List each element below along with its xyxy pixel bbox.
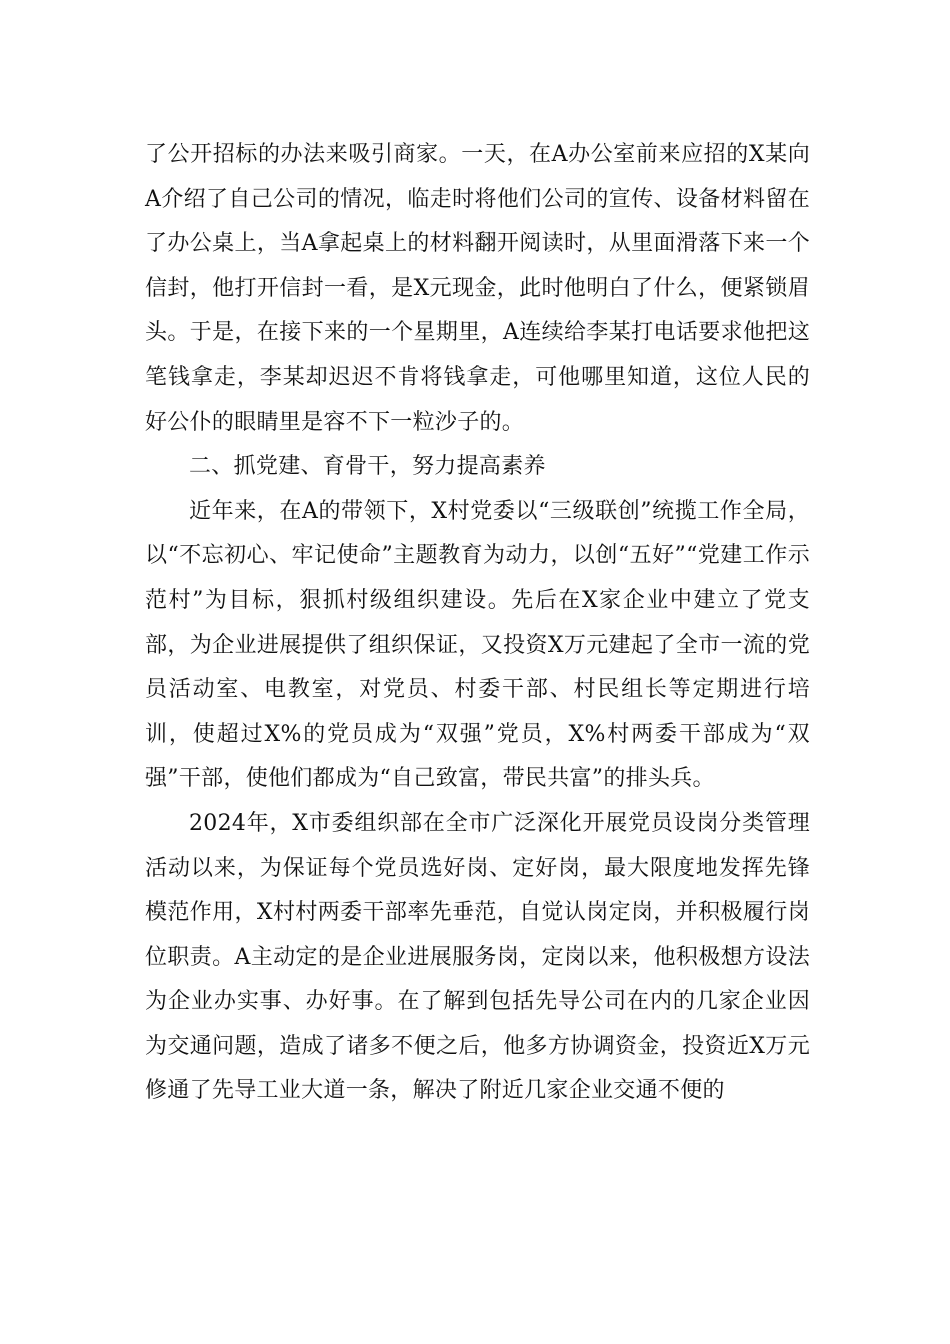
paragraph-continued: 了公开招标的办法来吸引商家。一天，在A办公室前来应招的X某向A介绍了自己公司的情况，临走时将他们公司的宣传、设备材料留在了办公桌上，当A拿起桌上的材料翻开阅读时，从里面滑落下来一个信封，他打开信封一看，是X元现金，此时他明白了什么，便紧锁眉头。于是，在接下来的一个星期里，A连续给李某打电话要求他把这笔钱拿走，李某却迟迟不肯将钱拿走，可他哪里知道，这位人民的好公仆的眼睛里是容不下一粒沙子的。 bbox=[145, 142, 810, 435]
section-heading: 二、抓党建、育骨干，努力提高素养 bbox=[189, 454, 546, 480]
paragraph-post-management: 2024年，X市委组织部在全市广泛深化开展党员设岗分类管理活动以来，为保证每个党员选好岗、定好岗，最大限度地发挥先锋模范作用，X村村两委干部率先垂范，自觉认岗定岗，并积极履行岗位职责。A主动定的是企业进展服务岗，定岗以来，他积极想方设法为企业办实事、办好事。在了解到包括先导公司在内的几家企业因为交通问题，造成了诸多不便之后，他多方协调资金，投资近X万元修通了先导工业大道一条，解决了附近几家企业交通不便的 bbox=[145, 810, 810, 1104]
paragraph-party-building: 近年来，在A的带领下，X村党委以“三级联创”统揽工作全局，以“不忘初心、牢记使命”主题教育为动力，以创“五好”“党建工作示范村”为目标，狠抓村级组织建设。先后在X家企业中建立了党支部，为企业进展提供了组织保证，又投资X万元建起了全市一流的党员活动室、电教室，对党员、村委干部、村民组长等定期进行培训，使超过X%的党员成为“双强”党员，X%村两委干部成为“双强”干部，使他们都成为“自己致富，带民共富”的排头兵。 bbox=[145, 498, 810, 792]
document-body bbox=[145, 133, 810, 1114]
